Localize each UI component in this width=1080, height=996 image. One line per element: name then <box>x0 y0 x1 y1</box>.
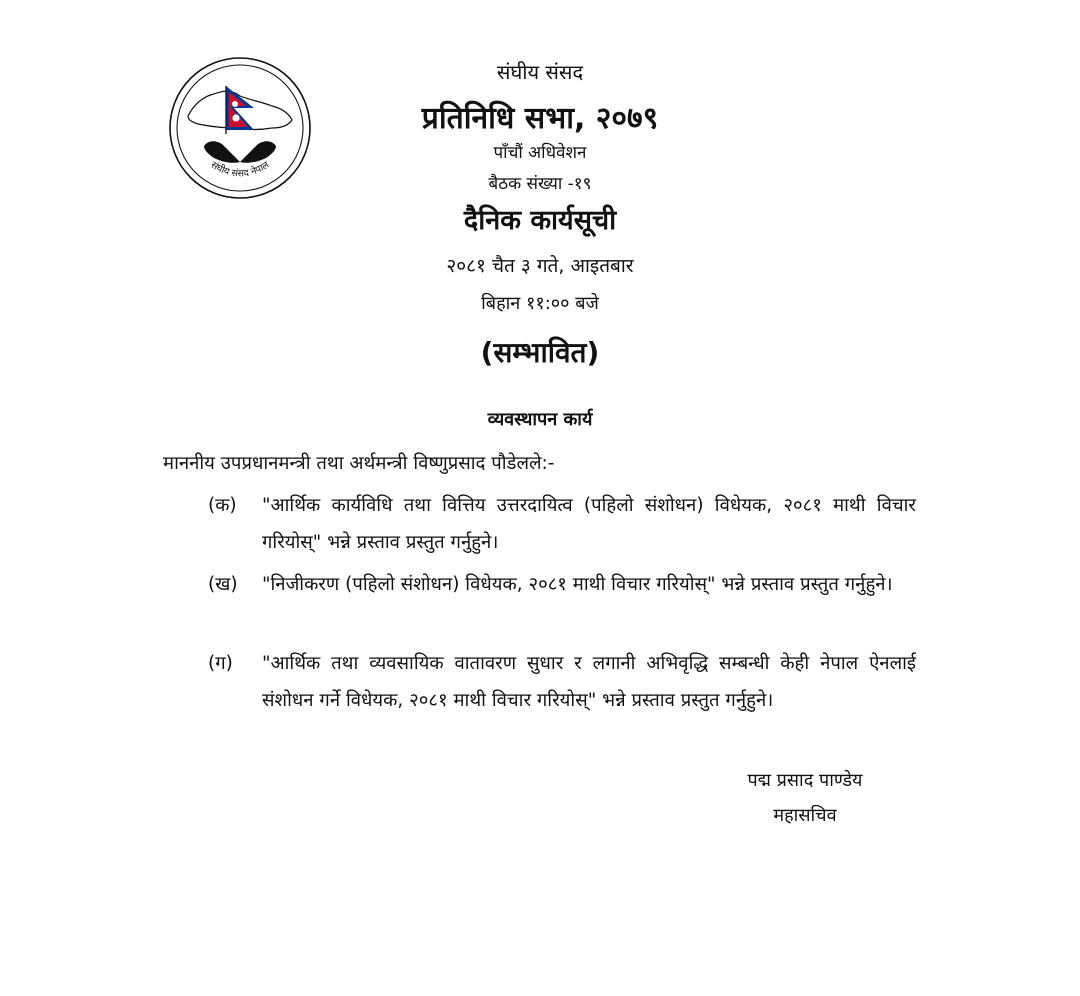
agenda-item <box>208 487 916 561</box>
section-heading: व्यवस्थापन कार्य <box>487 409 593 430</box>
meeting-time: बिहान ११:०० बजे <box>481 293 599 314</box>
agenda-item <box>208 566 916 603</box>
house-title: प्रतिनिधि सभा, २०७९ <box>421 101 659 136</box>
agenda-item-text: "निजीकरण (पहिलो संशोधन) विधेयक, २०८१ माथी विचार गरियोस्" भन्ने प्रस्ताव प्रस्तुत गर्नुहुने। <box>262 574 893 595</box>
tentative-status: (सम्भावित) <box>480 336 600 369</box>
signatory-name: पद्म प्रसाद पाण्डेय <box>747 770 863 791</box>
page-title: दैनिक कार्यसूची <box>463 205 617 236</box>
meeting-number: बैठक संख्या -१९ <box>488 174 592 194</box>
agenda-item-text: "आर्थिक तथा व्यवसायिक वातावरण सुधार र लगानी अभिवृद्धि सम्बन्धी केही नेपाल ऐनलाई संशोधन गर्ने विधेयक, २०८१ माथी विचार गरियोस्" भन्ने प्रस्ताव प्रस्तुत गर्नुहुने। <box>262 653 916 711</box>
meeting-date: २०८१ चैत ३ गते, आइतबार <box>446 255 634 277</box>
agenda-item-marker: (क) <box>208 495 237 516</box>
agenda-intro: माननीय उपप्रधानमन्त्री तथा अर्थमन्त्री विष्णुप्रसाद पौडेलले:- <box>163 453 555 474</box>
agenda-item <box>208 645 916 719</box>
emblem-inscription: संघीय संसद नेपाल <box>208 159 272 180</box>
signatory-title: महासचिव <box>773 805 837 826</box>
agenda-item-marker: (ख) <box>208 574 238 595</box>
parliament-name: संघीय संसद <box>496 60 584 84</box>
agenda-item-marker: (ग) <box>208 653 233 674</box>
session-label: पाँचौं अधिवेशन <box>493 143 587 163</box>
agenda-item-text: "आर्थिक कार्यविधि तथा वित्तिय उत्तरदायित्व (पहिलो संशोधन) विधेयक, २०८१ माथी विचार गरियोस्" भन्ने प्रस्ताव प्रस्तुत गर्नुहुने। <box>262 495 916 553</box>
